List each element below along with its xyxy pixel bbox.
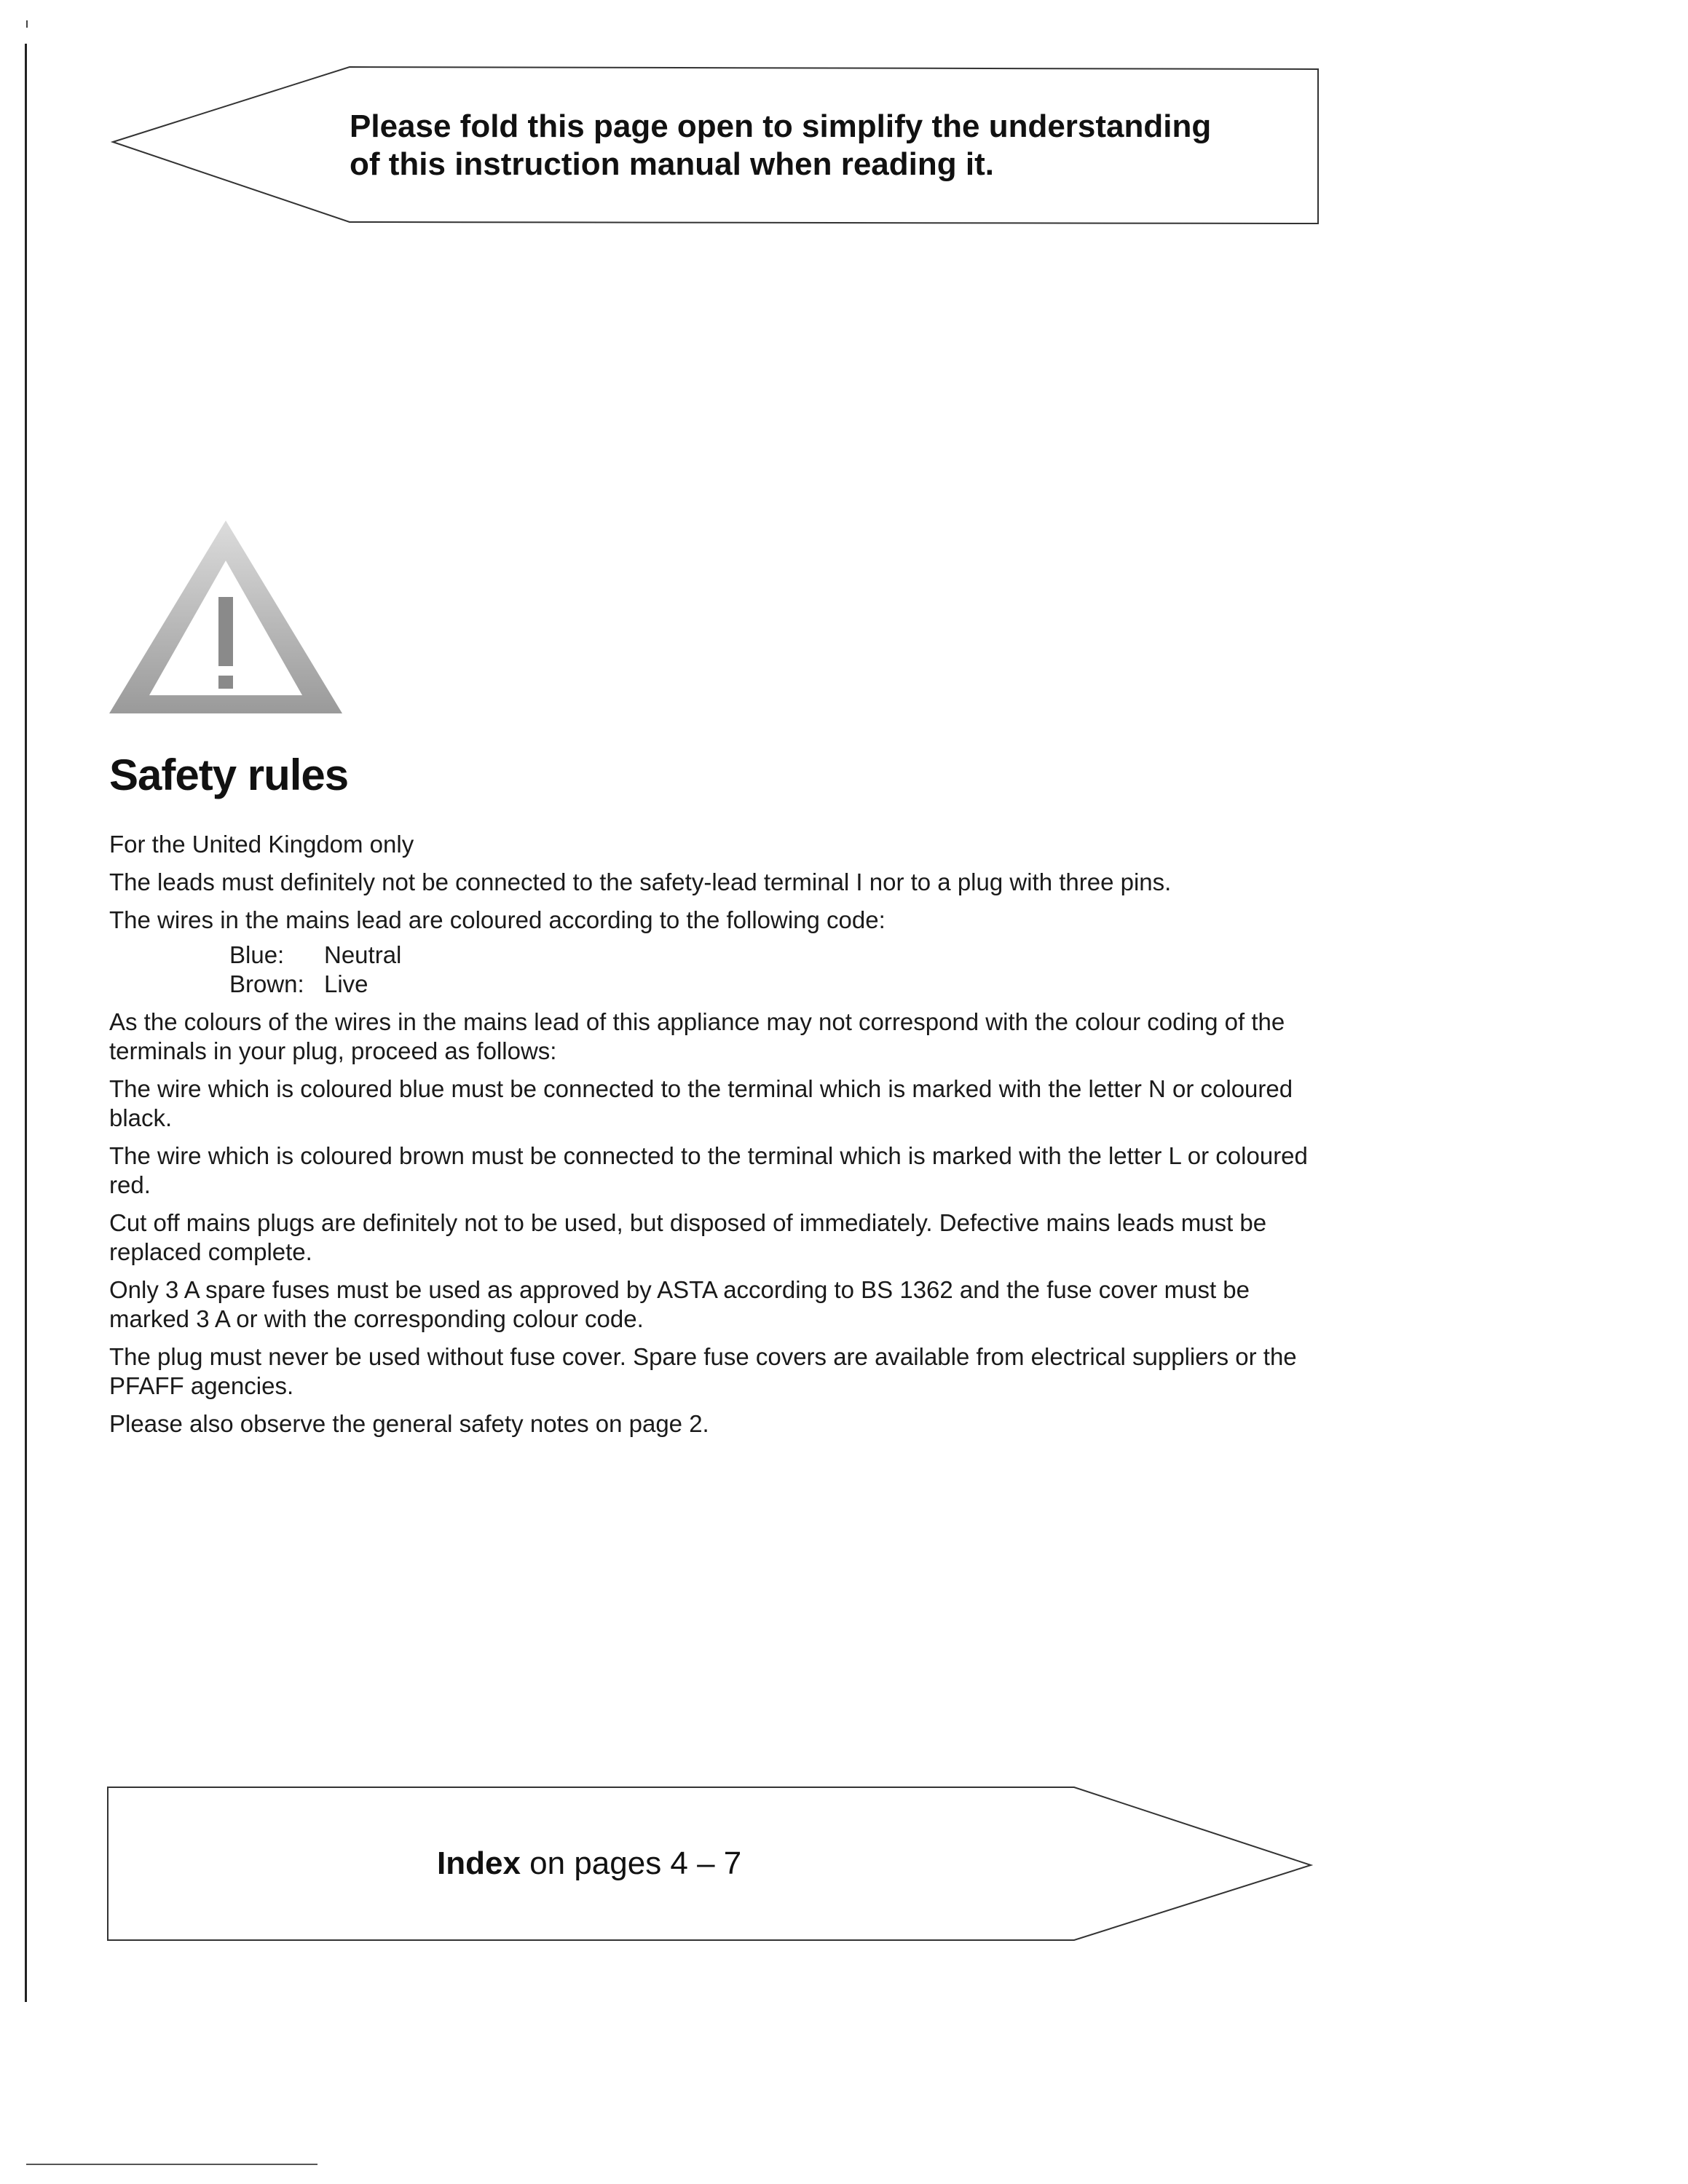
paragraph: The leads must definitely not be connected to the safety-lead terminal I nor to a plug with three pins. bbox=[109, 869, 1172, 895]
paragraph: The wire which is coloured blue must be connected to the terminal which is marked with the letter N or coloured black. bbox=[109, 1075, 1293, 1131]
index-note bbox=[437, 1845, 741, 1882]
paragraph: For the United Kingdom only bbox=[109, 831, 414, 858]
paragraph: Only 3 A spare fuses must be used as approved by ASTA according to BS 1362 and the fuse cover must be marked 3 A or with the corresponding colour code. bbox=[109, 1276, 1250, 1332]
paragraph: The plug must never be used without fuse cover. Spare fuse covers are available from electrical suppliers or the PFAFF agencies. bbox=[109, 1343, 1297, 1399]
wire-code-row bbox=[229, 970, 1333, 999]
paragraph: As the colours of the wires in the mains lead of this appliance may not correspond with the colour coding of the terminals in your plug, proceed as follows: bbox=[109, 1008, 1285, 1064]
fold-note bbox=[350, 108, 1296, 183]
wire-code-row bbox=[229, 941, 1333, 970]
warning-triangle-icon bbox=[106, 517, 346, 717]
fold-note-line1: Please fold this page open to simplify the understanding bbox=[350, 108, 1212, 144]
index-note-bold: Index bbox=[437, 1845, 521, 1881]
fold-note-line2: of this instruction manual when reading it. bbox=[350, 146, 994, 182]
wire-code-value: Live bbox=[324, 970, 368, 997]
wire-code-value: Neutral bbox=[324, 941, 402, 968]
section-title: Safety rules bbox=[109, 751, 349, 799]
safety-rules-body bbox=[109, 830, 1333, 1447]
footer-rule bbox=[26, 2164, 318, 2165]
paragraph: The wires in the mains lead are coloured according to the following code: bbox=[109, 906, 886, 933]
paragraph: The wire which is coloured brown must be connected to the terminal which is marked with the letter L or coloured red. bbox=[109, 1142, 1308, 1198]
paragraph: Cut off mains plugs are definitely not to be used, but disposed of immediately. Defective mains leads must be replaced complete. bbox=[109, 1209, 1267, 1265]
wire-code-key: Brown: bbox=[229, 970, 304, 997]
wire-color-code-list bbox=[229, 941, 1333, 999]
wire-code-key: Blue: bbox=[229, 941, 285, 968]
index-note-rest: on pages 4 – 7 bbox=[520, 1845, 742, 1881]
paragraph: Please also observe the general safety notes on page 2. bbox=[109, 1410, 709, 1437]
